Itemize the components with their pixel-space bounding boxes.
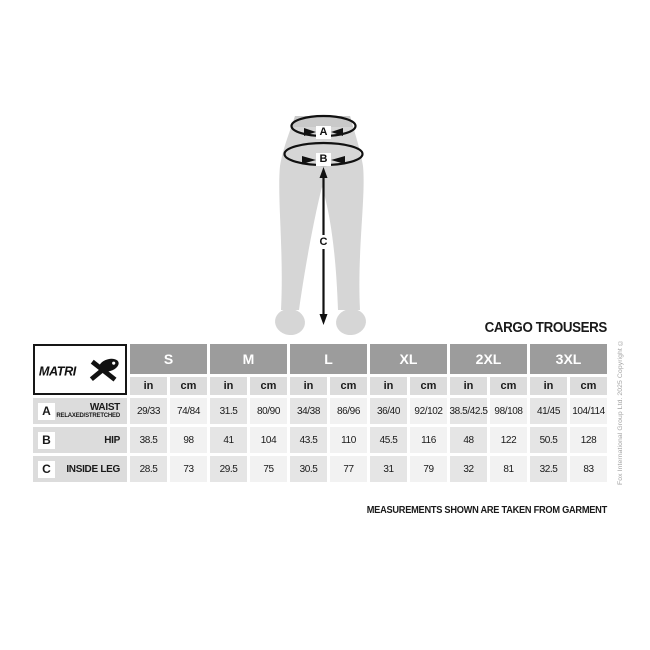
row-header-waist: [33, 398, 127, 424]
value-cell: 79: [410, 456, 447, 482]
unit-header: cm: [330, 377, 367, 395]
value-cell: 30.5: [290, 456, 327, 482]
logo-wordmark: MATRI: [38, 364, 76, 379]
row-label-inside-leg: [55, 464, 120, 475]
unit-header: cm: [570, 377, 607, 395]
row-sublabel-text: RELAXED/STRETCHED: [56, 413, 120, 420]
value-cell: 74/84: [170, 398, 207, 424]
right-foot: [334, 307, 367, 337]
unit-header: in: [370, 377, 407, 395]
size-chart-table: [33, 344, 607, 482]
unit-header: in: [130, 377, 167, 395]
value-cell: 48: [450, 427, 487, 453]
unit-header: in: [530, 377, 567, 395]
unit-header: in: [450, 377, 487, 395]
unit-header: in: [290, 377, 327, 395]
size-header-3xl: 3XL: [530, 344, 607, 374]
value-cell: 110: [330, 427, 367, 453]
row-label-text: WAIST: [89, 402, 120, 414]
measurements-footnote: MEASUREMENTS SHOWN ARE TAKEN FROM GARMENT: [366, 504, 607, 516]
value-cell: 75: [250, 456, 287, 482]
value-cell: 32: [450, 456, 487, 482]
value-cell: 73: [170, 456, 207, 482]
value-cell: 128: [570, 427, 607, 453]
row-label-text: HIP: [104, 434, 120, 446]
row-label-text: INSIDE LEG: [66, 463, 120, 475]
value-cell: 34/38: [290, 398, 327, 424]
value-cell: 31: [370, 456, 407, 482]
value-cell: 38.5: [130, 427, 167, 453]
inside-leg-arrow-down: [320, 314, 328, 325]
value-cell: 80/90: [250, 398, 287, 424]
value-cell: 104: [250, 427, 287, 453]
value-cell: 29.5: [210, 456, 247, 482]
value-cell: 31.5: [210, 398, 247, 424]
value-cell: 29/33: [130, 398, 167, 424]
size-header-m: M: [210, 344, 287, 374]
value-cell: 104/114: [570, 398, 607, 424]
inside-leg-marker-label: C: [316, 235, 331, 249]
unit-header: cm: [250, 377, 287, 395]
unit-header: in: [210, 377, 247, 395]
waist-marker-label: A: [316, 126, 331, 139]
value-cell: 77: [330, 456, 367, 482]
value-cell: 43.5: [290, 427, 327, 453]
row-header-hip: [33, 427, 127, 453]
value-cell: 45.5: [370, 427, 407, 453]
row-letter-c: C: [38, 461, 55, 478]
value-cell: 41/45: [530, 398, 567, 424]
page-title: CARGO TROUSERS: [484, 320, 607, 336]
row-label-waist: [55, 402, 120, 420]
unit-header: cm: [490, 377, 527, 395]
row-letter-a: A: [38, 403, 55, 420]
size-header-s: S: [130, 344, 207, 374]
copyright-text: Fox International Group Ltd. 2025 Copyright ©: [617, 338, 624, 485]
value-cell: 116: [410, 427, 447, 453]
unit-header: cm: [410, 377, 447, 395]
value-cell: 86/96: [330, 398, 367, 424]
brand-logo-cell: [33, 344, 127, 395]
matrix-logo-icon: [38, 357, 122, 383]
value-cell: 32.5: [530, 456, 567, 482]
value-cell: 28.5: [130, 456, 167, 482]
left-foot: [273, 307, 306, 337]
value-cell: 38.5/42.5: [450, 398, 487, 424]
value-cell: 83: [570, 456, 607, 482]
value-cell: 41: [210, 427, 247, 453]
row-header-inside-leg: [33, 456, 127, 482]
row-label-hip: [55, 435, 120, 446]
logo-fish-eye: [112, 361, 115, 364]
row-letter-b: B: [38, 432, 55, 449]
value-cell: 36/40: [370, 398, 407, 424]
value-cell: 98/108: [490, 398, 527, 424]
value-cell: 50.5: [530, 427, 567, 453]
value-cell: 81: [490, 456, 527, 482]
size-header-l: L: [290, 344, 367, 374]
value-cell: 122: [490, 427, 527, 453]
unit-header: cm: [170, 377, 207, 395]
size-header-xl: XL: [370, 344, 447, 374]
value-cell: 98: [170, 427, 207, 453]
value-cell: 92/102: [410, 398, 447, 424]
size-header-2xl: 2XL: [450, 344, 527, 374]
hip-marker-label: B: [316, 153, 331, 166]
